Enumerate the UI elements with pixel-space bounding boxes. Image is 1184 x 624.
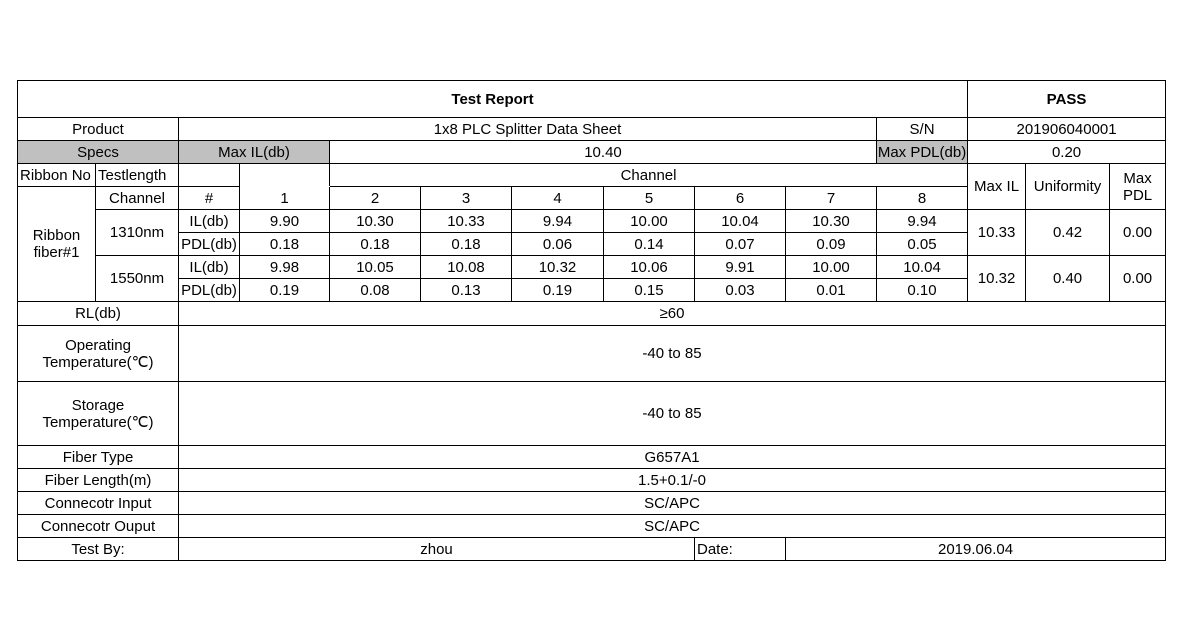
date-label: Date:	[695, 538, 786, 561]
wavelength-1550-il-row	[18, 256, 1166, 279]
connector-output-row	[18, 515, 1166, 538]
fiber-type-label: Fiber Type	[18, 446, 179, 469]
il-value: 9.91	[695, 256, 786, 279]
channel-number: 2	[330, 187, 421, 210]
specs-label: Specs	[18, 141, 179, 164]
grid-header-row	[18, 164, 1166, 187]
pdl-value: 0.18	[330, 233, 421, 256]
ribbon-no-header: Ribbon No	[18, 164, 96, 187]
test-by-label: Test By:	[18, 538, 179, 561]
storage-temperature-row	[18, 382, 1166, 446]
channel-number: 8	[877, 187, 968, 210]
pdl-value: 0.07	[695, 233, 786, 256]
footer-row	[18, 538, 1166, 561]
channel-number: 4	[512, 187, 604, 210]
channel-number: 1	[240, 187, 330, 210]
storage-label-line1: Storage	[71, 396, 125, 414]
rl-row	[18, 302, 1166, 326]
fiber-length-label: Fiber Length(m)	[18, 469, 179, 492]
result-badge: PASS	[968, 81, 1166, 118]
operating-label-line2: Temperature(℃)	[42, 353, 154, 371]
wavelength-1310-il-row	[18, 210, 1166, 233]
il-value: 9.94	[877, 210, 968, 233]
pdl-label: PDL(db)	[179, 233, 240, 256]
ribbon-label	[18, 187, 96, 302]
il-value: 10.04	[877, 256, 968, 279]
pdl-value: 0.18	[240, 233, 330, 256]
il-value: 10.32	[512, 256, 604, 279]
il-value: 10.30	[330, 210, 421, 233]
product-label: Product	[18, 118, 179, 141]
fiber-length-row	[18, 469, 1166, 492]
channel-number: 6	[695, 187, 786, 210]
test-by-value: zhou	[179, 538, 695, 561]
max-pdl-spec-value: 0.20	[968, 141, 1166, 164]
storage-label-line2: Temperature(℃)	[42, 413, 154, 431]
channel-label: Channel	[96, 187, 179, 210]
max-pdl-header-line2: PDL	[1122, 186, 1153, 204]
blank-cell	[179, 164, 240, 187]
test-report-table	[17, 80, 1166, 561]
max-il-header: Max IL	[968, 164, 1026, 210]
channel-number: 3	[421, 187, 512, 210]
pdl-value: 0.10	[877, 279, 968, 302]
product-value: 1x8 PLC Splitter Data Sheet	[179, 118, 877, 141]
il-value: 10.04	[695, 210, 786, 233]
sn-label: S/N	[877, 118, 968, 141]
max-pdl-value: 0.00	[1110, 256, 1166, 302]
connector-input-value: SC/APC	[179, 492, 1166, 515]
max-pdl-spec-label: Max PDL(db)	[877, 141, 968, 164]
pdl-label: PDL(db)	[179, 279, 240, 302]
wavelength-label: 1550nm	[96, 256, 179, 302]
uniformity-value: 0.40	[1026, 256, 1110, 302]
sn-value: 201906040001	[968, 118, 1166, 141]
blank-cell	[240, 164, 330, 187]
pdl-value: 0.18	[421, 233, 512, 256]
uniformity-value: 0.42	[1026, 210, 1110, 256]
ribbon-label-line2: fiber#1	[33, 244, 80, 261]
il-value: 10.33	[421, 210, 512, 233]
il-label: IL(db)	[179, 210, 240, 233]
il-value: 10.08	[421, 256, 512, 279]
pdl-value: 0.09	[786, 233, 877, 256]
pdl-value: 0.15	[604, 279, 695, 302]
operating-temperature-row	[18, 326, 1166, 382]
max-il-value: 10.32	[968, 256, 1026, 302]
rl-label: RL(db)	[18, 302, 179, 326]
channel-number: 5	[604, 187, 695, 210]
il-value: 9.98	[240, 256, 330, 279]
report-title: Test Report	[18, 81, 968, 118]
pdl-value: 0.19	[512, 279, 604, 302]
fiber-type-value: G657A1	[179, 446, 1166, 469]
max-pdl-value: 0.00	[1110, 210, 1166, 256]
pdl-value: 0.05	[877, 233, 968, 256]
wavelength-label: 1310nm	[96, 210, 179, 256]
il-value: 10.06	[604, 256, 695, 279]
title-row	[18, 81, 1166, 118]
channel-number: 7	[786, 187, 877, 210]
date-value: 2019.06.04	[786, 538, 1166, 561]
hash-label: #	[179, 187, 240, 210]
fiber-type-row	[18, 446, 1166, 469]
specs-row	[18, 141, 1166, 164]
max-il-value: 10.33	[968, 210, 1026, 256]
fiber-length-value: 1.5+0.1/-0	[179, 469, 1166, 492]
pdl-value: 0.03	[695, 279, 786, 302]
uniformity-header: Uniformity	[1026, 164, 1110, 210]
pdl-value: 0.06	[512, 233, 604, 256]
rl-value: ≥60	[179, 302, 1166, 326]
testlength-header: Testlength	[96, 164, 179, 187]
operating-label-line1: Operating	[65, 336, 131, 354]
max-pdl-header-line1: Max	[1123, 169, 1152, 187]
il-value: 9.90	[240, 210, 330, 233]
il-label: IL(db)	[179, 256, 240, 279]
connector-output-label: Connecotr Ouput	[18, 515, 179, 538]
max-il-spec-label: Max IL(db)	[179, 141, 330, 164]
storage-temperature-value: -40 to 85	[179, 382, 1166, 446]
connector-output-value: SC/APC	[179, 515, 1166, 538]
pdl-value: 0.19	[240, 279, 330, 302]
operating-temperature-label	[18, 326, 179, 382]
il-value: 10.00	[786, 256, 877, 279]
pdl-value: 0.08	[330, 279, 421, 302]
operating-temperature-value: -40 to 85	[179, 326, 1166, 382]
il-value: 9.94	[512, 210, 604, 233]
il-value: 10.05	[330, 256, 421, 279]
pdl-value: 0.14	[604, 233, 695, 256]
max-il-spec-value: 10.40	[330, 141, 877, 164]
max-pdl-header	[1110, 164, 1166, 210]
product-row	[18, 118, 1166, 141]
channel-title: Channel	[330, 164, 968, 187]
connector-input-row	[18, 492, 1166, 515]
il-value: 10.30	[786, 210, 877, 233]
connector-input-label: Connecotr Input	[18, 492, 179, 515]
pdl-value: 0.01	[786, 279, 877, 302]
il-value: 10.00	[604, 210, 695, 233]
pdl-value: 0.13	[421, 279, 512, 302]
ribbon-label-line1: Ribbon	[32, 227, 81, 244]
storage-temperature-label	[18, 382, 179, 446]
